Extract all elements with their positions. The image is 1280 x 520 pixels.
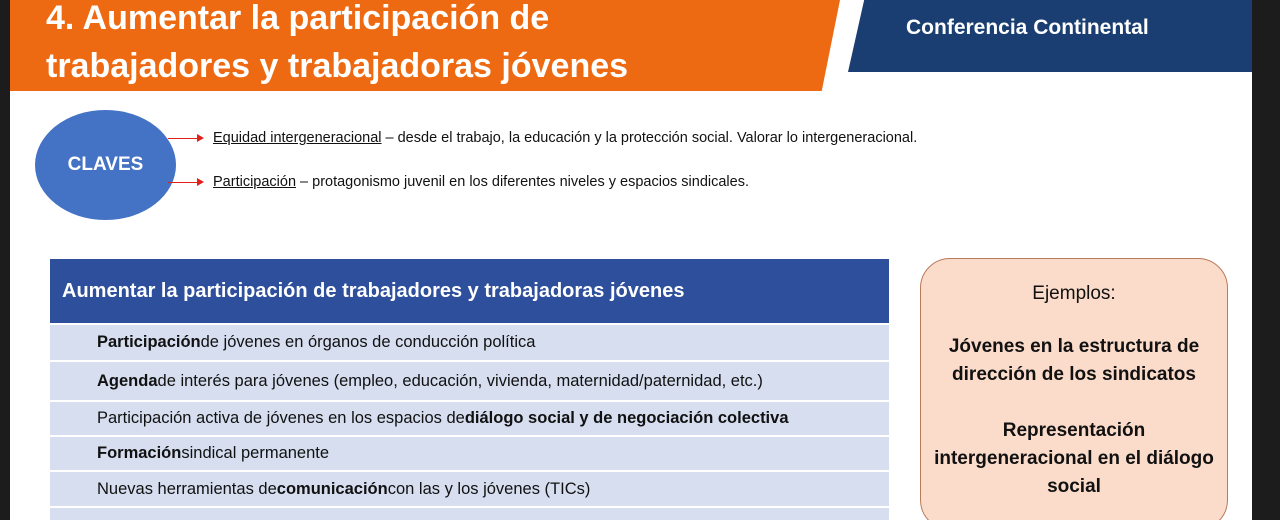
table-header bbox=[50, 259, 889, 323]
key-term: Equidad intergeneracional bbox=[213, 130, 382, 146]
arrow-right-icon bbox=[168, 182, 202, 183]
example-item: Jóvenes en la estructura de dirección de los sindicatos bbox=[948, 336, 1200, 385]
row-text: Participación activa de jóvenes en los espacios de bbox=[97, 409, 465, 427]
row-bold-text: Agenda bbox=[97, 371, 158, 390]
examples-heading: Ejemplos: bbox=[1032, 283, 1116, 304]
key-item-equidad bbox=[213, 130, 917, 146]
row-bold-text: diálogo social y de negociación colectiva bbox=[464, 409, 789, 427]
key-description: – desde el trabajo, la educación y la protección social. Valorar lo intergeneracional. bbox=[381, 130, 918, 146]
key-term: Participación bbox=[213, 174, 297, 190]
row-text: de jóvenes en órganos de conducción política bbox=[200, 333, 536, 351]
key-item-participacion bbox=[213, 174, 749, 190]
table-row bbox=[50, 323, 889, 360]
row-text: con las y los jóvenes (TICs) bbox=[387, 479, 591, 498]
conference-label: Conferencia Continental bbox=[906, 16, 1149, 39]
key-description: – protagonismo juvenil en los diferentes niveles y espacios sindicales. bbox=[296, 174, 749, 190]
slide-title bbox=[46, 0, 826, 90]
claves-label: CLAVES bbox=[67, 154, 144, 175]
claves-ellipse bbox=[35, 110, 176, 220]
arrow-right-icon bbox=[168, 138, 202, 139]
title-line-2: trabajadores y trabajadoras jóvenes bbox=[46, 47, 629, 85]
row-bold-text: Participación bbox=[97, 333, 201, 351]
row-text: Nuevas herramientas de bbox=[97, 479, 277, 498]
slide bbox=[10, 0, 1252, 520]
example-item: Representación intergeneracional en el diálogo social bbox=[934, 420, 1214, 497]
table-row bbox=[50, 506, 889, 520]
row-text: de interés para jóvenes (empleo, educación, vivienda, maternidad/paternidad, etc.) bbox=[157, 371, 763, 390]
table-row bbox=[50, 470, 889, 506]
participation-table bbox=[50, 259, 889, 520]
table-row bbox=[50, 360, 889, 400]
examples-box bbox=[920, 258, 1228, 520]
row-text: sindical permanente bbox=[181, 444, 330, 462]
row-bold-text: comunicación bbox=[276, 479, 388, 498]
title-line-1: 4. Aumentar la participación de bbox=[46, 0, 550, 37]
table-row bbox=[50, 400, 889, 435]
row-bold-text: Formación bbox=[97, 444, 182, 462]
table-row bbox=[50, 435, 889, 470]
table-header-label: Aumentar la participación de trabajadores y trabajadoras jóvenes bbox=[62, 279, 685, 302]
